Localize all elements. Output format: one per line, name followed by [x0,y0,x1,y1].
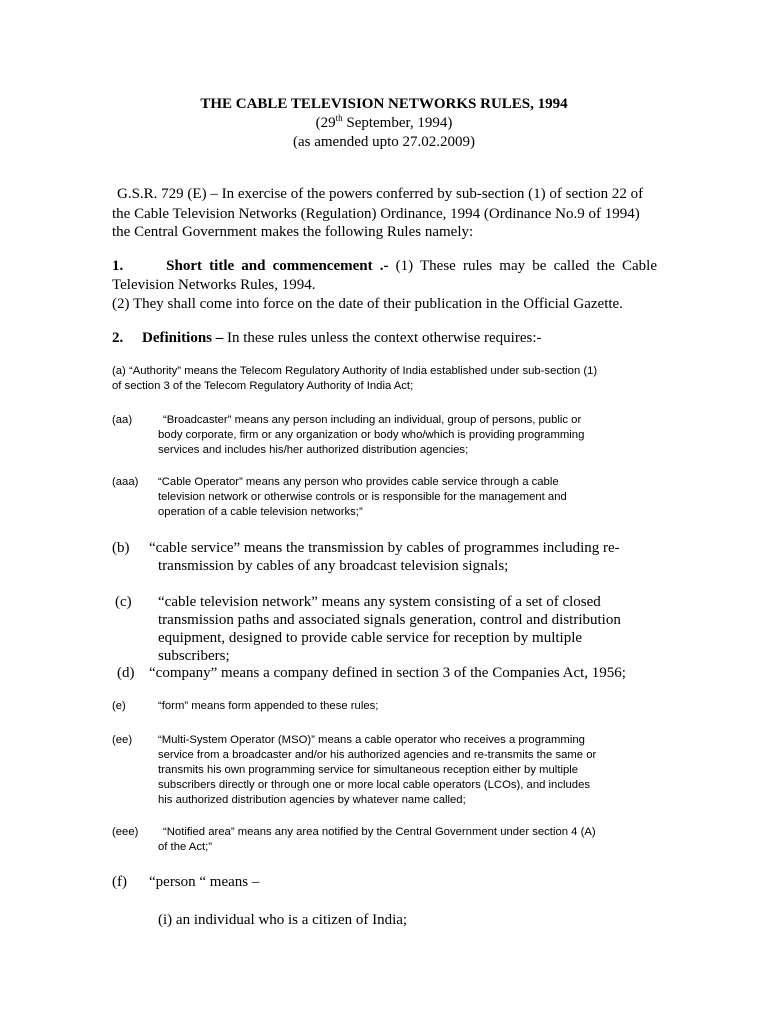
preamble-line: the Cable Television Networks (Regulation) Ordinance, 1994 (Ordinance No.9 of 1994) [112,206,640,222]
document-page: THE CABLE TELEVISION NETWORKS RULES, 1994 (29th September, 1994) (as amended upto 27.02.2009) G.S.R. 729 (E) – In exercise of the powers conferred by sub-section (1) of section 22 of the Cable Television Networks (Regulation) Ordinance, 1994 (Ordinance No.9 of 1994) the Central Government makes the following Rules namely: 1. Short title and commencement .- (1) These rules may be called the Cable Television Networks Rules, 1994. (2) They shall come into force on the date of their publication in the Official Gazette. 2. Definitions – In these rules unless the context otherwise requires:- (a) “Authority” means the Telecom Regulatory Authority of India established under sub-section (1) of section 3 of the Telecom Regulatory Authority of India Act; (aa) “Broadcaster” means any person including an individual, group of persons, public or body corporate, firm or any organization or body who/which is providing programming services and includes his/her authorized distribution agencies; (aaa) “Cable Operator” means any person who provides cable service through a cable television network or otherwise controls or is responsible for the management and operation of a cable television networks;” (b) “cable service” means the transmission by cables of programmes including re- transmission by cables of any broadcast television signals; (c) “cable television network” means any system consisting of a set of closed transmission paths and associated signals generation, control and distribution equipment, designed to provide cable service for reception by multiple subscribers; (d) “company” means a company defined in section 3 of the Companies Act, 1956; (e) “form” means form appended to these rules; (ee) “Multi-System Operator (MSO)” means a cable operator who receives a programming service from a broadcaster and/or his authorized agencies and re-transmits the same or transmits his own programming service for simultaneous reception either by multiple subscribers directly or through one or more local cable operators (LCOs), and includes his authorized distribution agencies by whatever name called; (eee) “Notified area” means any area notified by the Central Government under section 4 (A) of the Act;” (f) “person “ means – (i) an individual who is a citizen of India; [0,0,768,1024]
definition-label: (eee) [112,826,139,838]
amendment-note: (as amended upto 27.02.2009) [292,134,476,150]
rule-definitions [112,329,542,347]
definition-label: (c) [115,594,132,610]
rule-text: (1) These rules may be called the Cable [388,258,657,274]
definition-label: (d) [117,665,135,681]
preamble-line: the Central Government makes the following Rules namely: [112,224,474,240]
rule-heading: Short title and commencement .- [166,258,389,274]
rule-number: 1. [112,258,124,274]
definition-label: (aa) [112,414,133,426]
rule-text: Television Networks Rules, 1994. [112,277,316,293]
definition-label: (e) [112,700,126,712]
rule-heading: Definitions – [142,330,224,346]
document-date: (29th September, 1994) [315,113,453,131]
document-title: THE CABLE TELEVISION NETWORKS RULES, 1994 [200,96,568,112]
definition-label: (aaa) [112,476,139,488]
definition-label: (b) [112,540,130,556]
definition-subitem: (i) an individual who is a citizen of India; [158,912,408,928]
definition-label: (f) [112,874,127,890]
rule-text: In these rules unless the context otherwise requires:- [223,330,542,346]
rule-number: 2. [112,330,124,346]
preamble-line: G.S.R. 729 (E) – In exercise of the powers conferred by sub-section (1) of section 22 of [117,186,644,202]
rule-text: (2) They shall come into force on the date of their publication in the Official Gazette. [112,296,623,312]
definition-label: (ee) [112,734,133,746]
